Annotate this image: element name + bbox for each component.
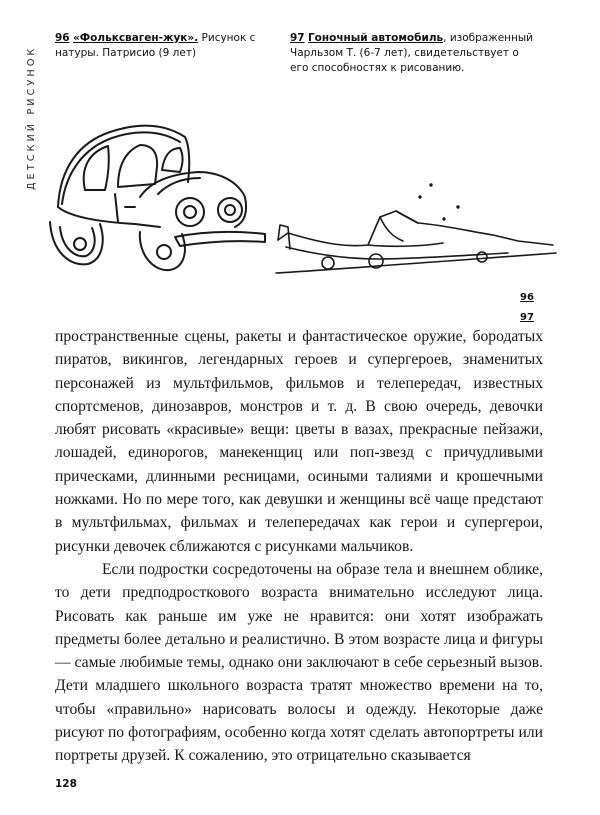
figure-96-title: «Фольксваген-жук». [72,32,199,44]
figure-96-text: Рисунок с натуры. Патрисио (9 лет) [55,32,256,59]
figure-97-caption [290,31,540,76]
running-section-title: ДЕТСКИЙ РИСУНОК [26,45,37,190]
figure-96-beetle-drawing [40,112,270,277]
figure-96-number: 96 [55,32,70,44]
body-text [55,325,543,768]
figure-96-marker: 96 [520,292,534,303]
page-number: 128 [55,778,77,790]
paragraph: пространственные сцены, ракеты и фантастическое оружие, бородатых пиратов, викингов, легендарных героев и супергероев, знаменитых персонажей из мультфильмов, фильмов и телепередач, известных спортсменов, динозавров, монстров и т. д. В свою очередь, девочки любят рисовать «красивые» вещи: цветы в вазах, прекрасные пейзажи, лошадей, единорогов, манекенщиц или поп-звезд с причудливыми прическами, длинными ресницами, осиными талиями и крошечными ножками. Но по мере того, как девушки и женщины всё чаще предстают в мультфильмах, фильмах и телепередачах как герои и супергерои, рисунки девочек сближаются с рисунками мальчиков. [55,328,543,555]
figure-97-title: Гоночный автомобиль [307,32,444,44]
figure-97-number: 97 [290,32,305,44]
figure-97-marker: 97 [520,312,534,323]
figure-97-text: , изображенный Чарльзом Т. (6-7 лет), свидетельствует о его способностях к рисованию. [290,32,534,74]
figure-97-racecar-drawing [268,175,560,280]
figure-96-caption [55,31,280,61]
paragraph: Если подростки сосредоточены на образе тела и внешнем облике, то дети предподросткового возраста внимательно исследуют лица. Рисовать как раньше им уже не нравится: они хотят изображать предметы более детально и реалистично. В этом возрасте лица и фигуры — самые любимые темы, однако они заключают в себе серьезный вызов. Дети младшего школьного возраста тратят множество времени на то, чтобы «правильно» нарисовать волосы и одежду. Некоторые даже рисуют по фотографиям, особенно когда хотят сделать автопортреты или портреты друзей. К сожалению, это отрицательно сказывается [55,560,543,765]
